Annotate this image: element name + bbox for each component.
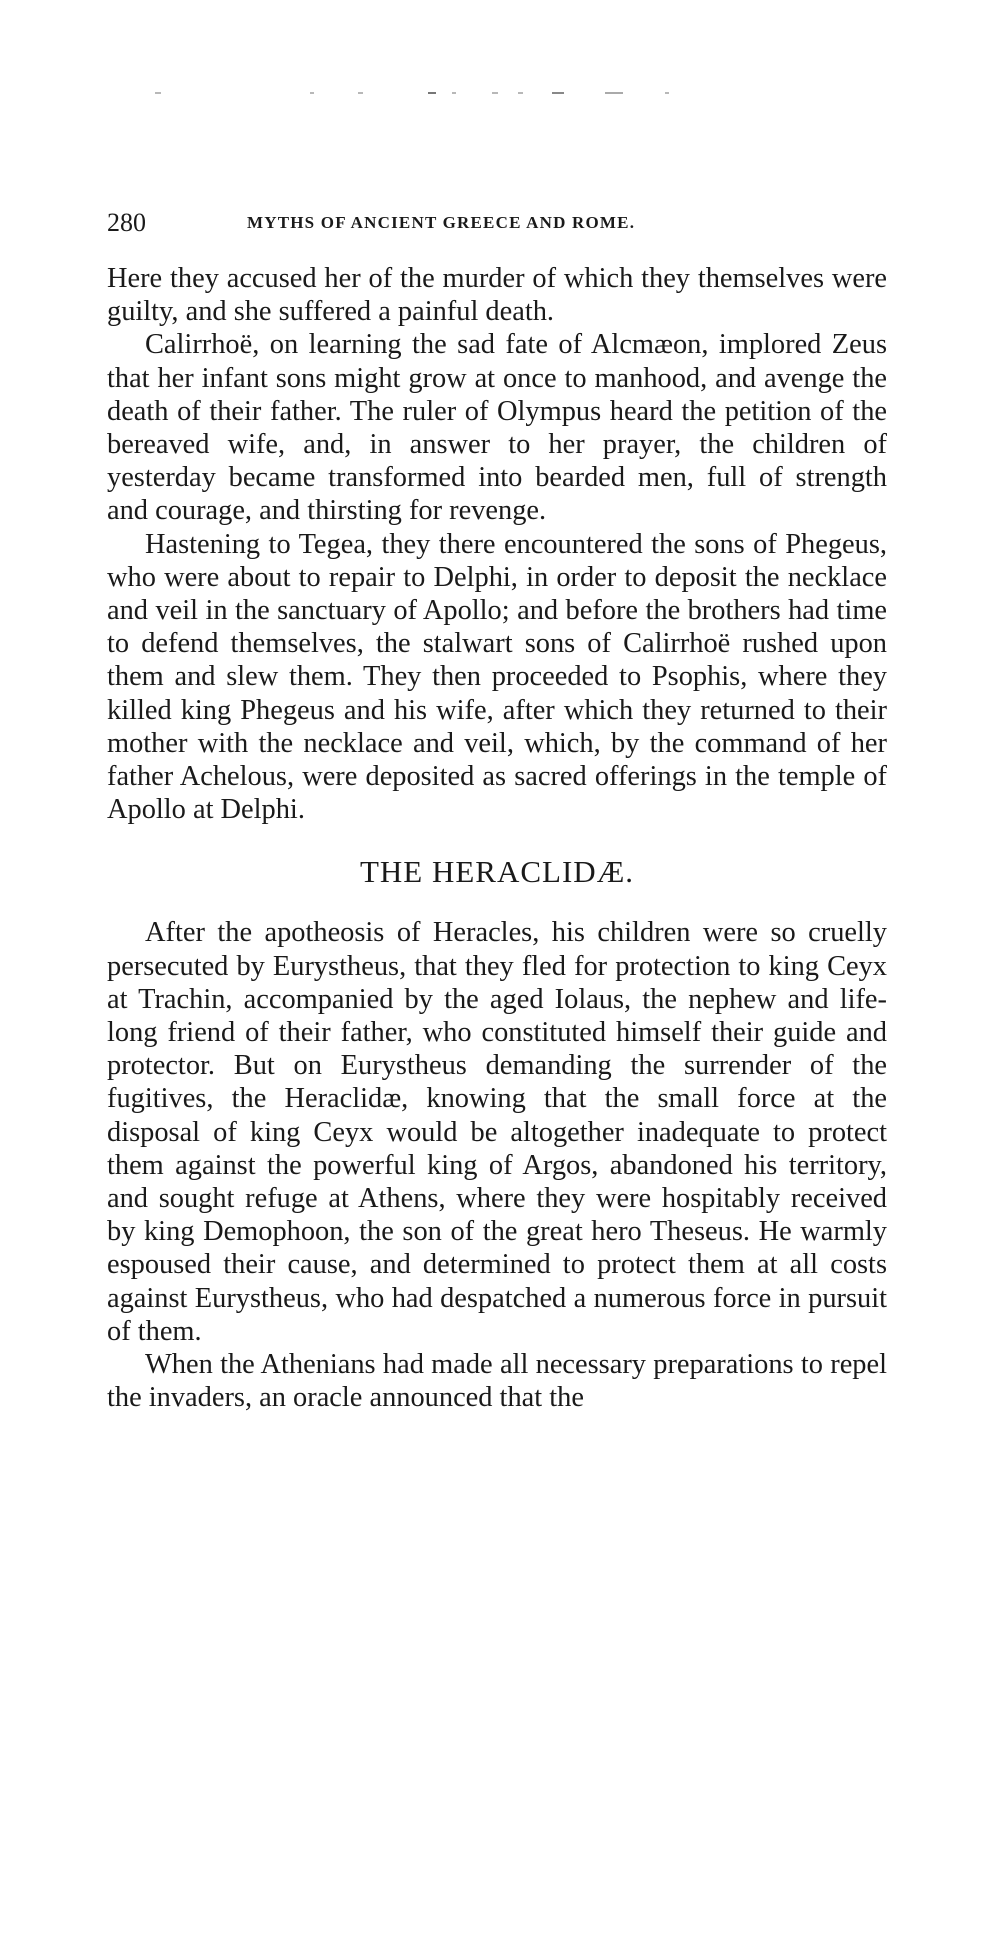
running-head bbox=[107, 205, 887, 241]
scan-specks bbox=[40, 86, 960, 100]
paragraph: Here they accused her of the murder of which they themselves were guilty, and she suffered a painful death. bbox=[107, 263, 887, 328]
section-heading: THE HERACLIDÆ. bbox=[359, 854, 635, 890]
scan-speck bbox=[428, 92, 436, 94]
page-number: 280 bbox=[107, 208, 146, 237]
body-text bbox=[107, 262, 887, 1415]
running-title: MYTHS OF ANCIENT GREECE AND ROME. bbox=[247, 213, 636, 232]
scan-speck bbox=[605, 92, 623, 94]
scan-speck bbox=[492, 92, 498, 94]
scan-speck bbox=[518, 92, 523, 94]
paragraph: Calirrhoë, on learning the sad fate of Alcmæon, implored Zeus that her infant sons might grow at once to manhood, and avenge the death of their father. The ruler of Olympus heard the petition of the bereaved wife, and, in answer to her prayer, the children of yesterday became transformed into bearded men, full of strength and courage, and thirsting for revenge. bbox=[107, 329, 887, 527]
scan-speck bbox=[358, 92, 363, 94]
scan-speck bbox=[155, 92, 161, 94]
paragraph: When the Athenians had made all necessary preparations to repel the invaders, an oracle announced that the bbox=[107, 1349, 887, 1414]
scan-speck bbox=[665, 92, 669, 94]
scan-speck bbox=[310, 92, 314, 94]
scan-speck bbox=[552, 92, 564, 94]
scan-speck bbox=[452, 92, 456, 94]
paragraph: Hastening to Tegea, they there encountered the sons of Phegeus, who were about to repair to Delphi, in order to deposit the necklace and veil in the sanctuary of Apollo; and before the brothers had time to defend themselves, the stalwart sons of Calirrhoë rushed upon them and slew them. They then proceeded to Psophis, where they killed king Phegeus and his wife, after which they returned to their mother with the necklace and veil, which, by the command of her father Achelous, were deposited as sacred offerings in the temple of Apollo at Delphi. bbox=[107, 528, 887, 826]
paragraph: After the apotheosis of Heracles, his children were so cruelly persecuted by Eurystheus, that they fled for protection to king Ceyx at Trachin, accompanied by the aged Iolaus, the nephew and life-long friend of their father, who constituted himself their guide and protector. But on Eurystheus demanding the surrender of the fugitives, the Heraclidæ, knowing that the small force at the disposal of king Ceyx would be altogether inadequate to protect them against the powerful king of Argos, abandoned his territory, and sought refuge at Athens, where they were hospitably received by king Demophoon, the son of the great hero Theseus. He warmly espoused their cause, and determined to protect them at all costs against Eurystheus, who had despatched a numerous force in pursuit of them. bbox=[107, 917, 887, 1347]
